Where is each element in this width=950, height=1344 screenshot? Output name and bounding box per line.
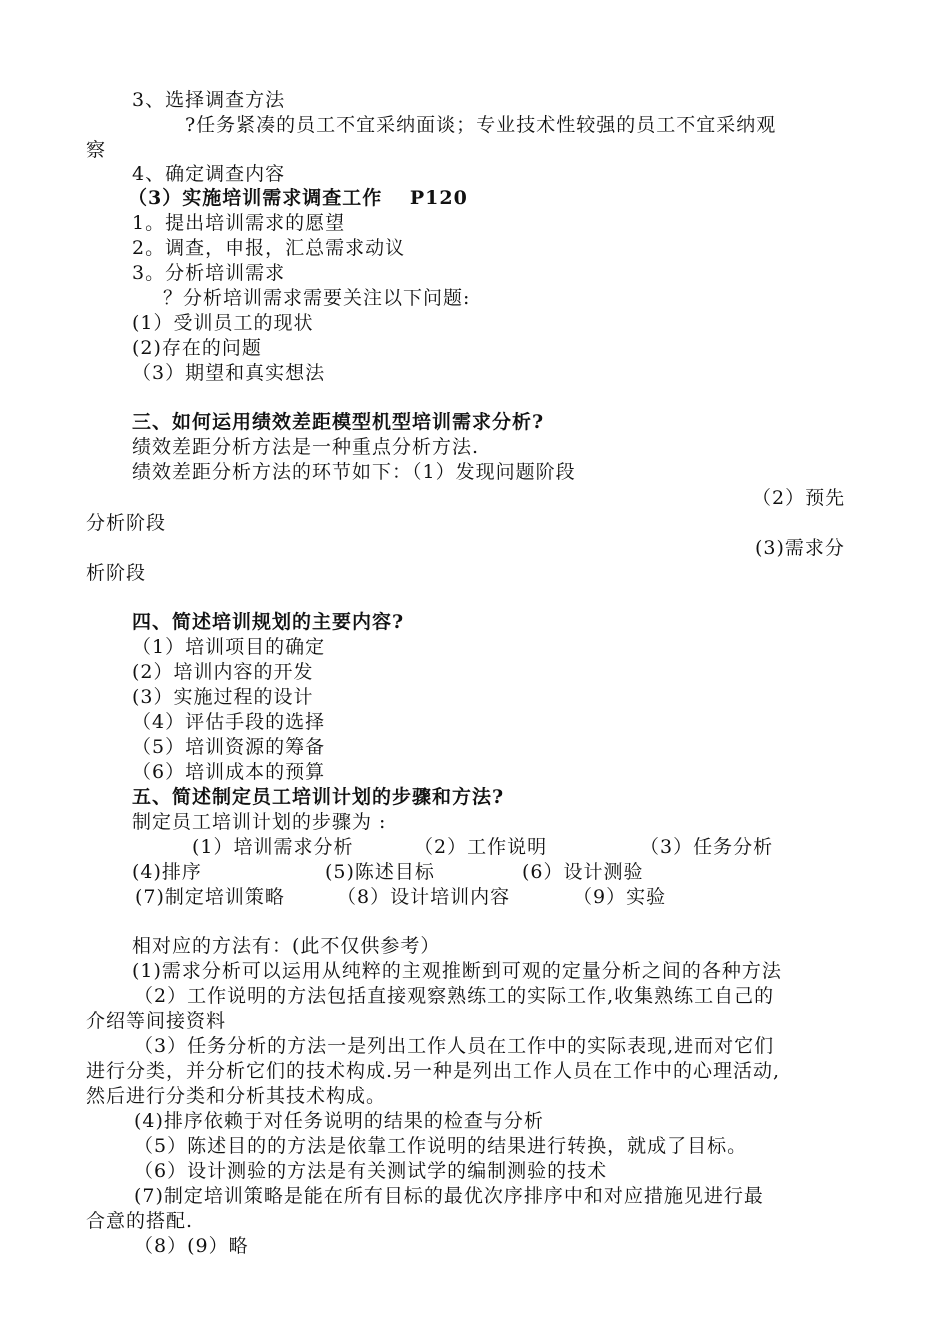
text-line: 进行分类，并分析它们的技术构成.另一种是列出工作人员在工作中的心理活动, xyxy=(86,1060,781,1082)
section-heading: 五、简述制定员工培训计划的步骤和方法? xyxy=(132,786,505,808)
text-line: （3）任务分析的方法一是列出工作人员在工作中的实际表现,进而对它们 xyxy=(134,1035,775,1057)
text-line: 绩效差距分析方法的环节如下：（1）发现问题阶段 xyxy=(132,461,576,483)
text-line: （2）工作说明的方法包括直接观察熟练工的实际工作,收集熟练工自己的 xyxy=(134,985,775,1007)
text-line: （6）设计测验的方法是有关测试学的编制测验的技术 xyxy=(134,1160,608,1182)
text-line: (2）培训内容的开发 xyxy=(132,661,314,683)
step-item: (7)制定培训策略 xyxy=(135,886,285,908)
text-line: 1。提出培训需求的愿望 xyxy=(132,212,346,234)
text-line: (1)需求分析可以运用从纯粹的主观推断到可观的定量分析之间的各种方法 xyxy=(132,960,782,982)
text-line: （5）培训资源的筹备 xyxy=(132,736,326,758)
text-line: 察 xyxy=(86,139,107,161)
step-item: （2）工作说明 xyxy=(414,836,548,858)
section-heading: 四、简述培训规划的主要内容? xyxy=(132,611,405,633)
text-line: （4）评估手段的选择 xyxy=(132,711,326,733)
text-line: （1）培训项目的确定 xyxy=(132,636,326,658)
text-line: 4、确定调查内容 xyxy=(132,163,286,185)
text-line: (4)排序依赖于对任务说明的结果的检查与分析 xyxy=(134,1110,544,1132)
text-line: 介绍等间接资料 xyxy=(86,1010,227,1032)
text-line: （8）(9）略 xyxy=(134,1235,249,1257)
text-line: (3）实施过程的设计 xyxy=(132,686,314,708)
step-item: （3）任务分析 xyxy=(640,836,774,858)
text-line: （2）预先 xyxy=(752,487,846,509)
text-line: （6）培训成本的预算 xyxy=(132,761,326,783)
text-line: 合意的搭配. xyxy=(86,1210,194,1232)
text-line: 3、选择调查方法 xyxy=(132,89,286,111)
step-item: （9）实验 xyxy=(573,886,667,908)
text-line: (2)存在的问题 xyxy=(132,337,262,359)
text-line: 相对应的方法有：(此不仅供参考） xyxy=(132,935,441,957)
text-line: 制定员工培训计划的步骤为 : xyxy=(132,811,387,833)
section-heading: 三、如何运用绩效差距模型机型培训需求分析? xyxy=(132,411,545,433)
text-line: 析阶段 xyxy=(86,562,147,584)
text-line: 分析阶段 xyxy=(86,512,167,534)
text-line: (1）受训员工的现状 xyxy=(132,312,314,334)
text-line: 2。调查，申报，汇总需求动议 xyxy=(132,237,406,259)
step-item: (5)陈述目标 xyxy=(325,861,435,883)
step-item: （8）设计培训内容 xyxy=(337,886,511,908)
text-line: (3)需求分 xyxy=(755,537,845,559)
text-line: （5）陈述目的的方法是依靠工作说明的结果进行转换，就成了目标。 xyxy=(134,1135,748,1157)
step-item: (4)排序 xyxy=(132,861,202,883)
text-line: （3）期望和真实想法 xyxy=(132,362,326,384)
step-item: (6）设计测验 xyxy=(522,861,644,883)
text-line: ？分析培训需求需要关注以下问题: xyxy=(163,287,471,309)
text-line: 3。分析培训需求 xyxy=(132,262,286,284)
section-heading: （3）实施培训需求调查工作 P120 xyxy=(128,187,468,209)
text-line: 绩效差距分析方法是一种重点分析方法. xyxy=(132,436,480,458)
text-line: 然后进行分类和分析其技术构成。 xyxy=(86,1085,387,1107)
text-line: (7)制定培训策略是能在所有目标的最优次序排序中和对应措施见进行最 xyxy=(134,1185,764,1207)
text-line: ?任务紧凑的员工不宜采纳面谈；专业技术性较强的员工不宜采纳观 xyxy=(185,114,777,136)
step-item: (1）培训需求分析 xyxy=(192,836,354,858)
